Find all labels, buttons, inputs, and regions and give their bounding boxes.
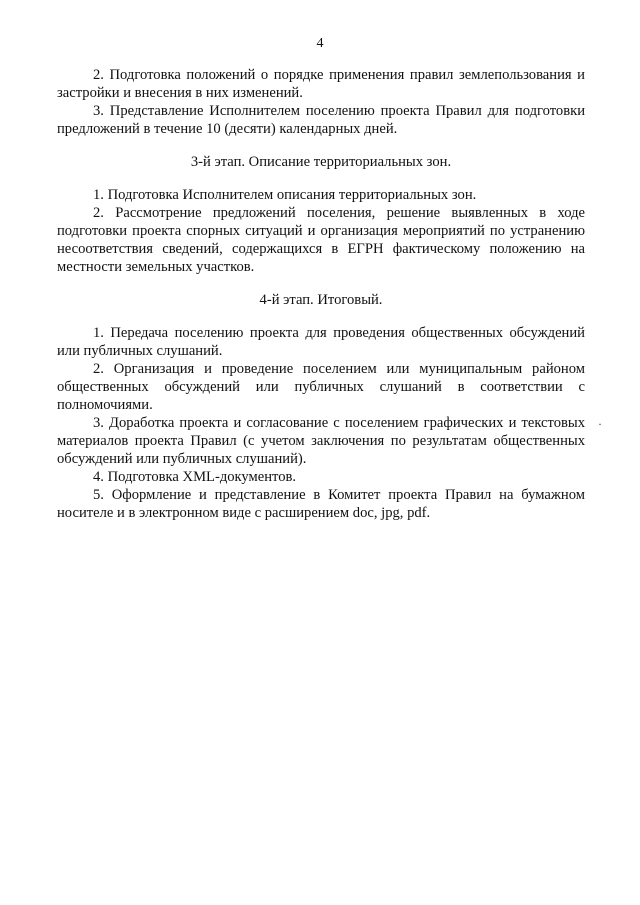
page-number: 4 [316,36,324,51]
stage4-item-5: 5. Оформление и представление в Комитет проекта Правил на бумажном носителе и в электронном виде с расширением doc, jpg, pdf. [57,487,585,521]
spacer [57,171,585,186]
stage2-item-3: 3. Представление Исполнителем поселению проекта Правил для подготовки предложений в течение 10 (десяти) календарных дней. [57,103,585,137]
document-body [57,66,585,522]
stage4-item-4: 4. Подготовка XML-документов. [93,469,297,485]
stage4-item-3: 3. Доработка проекта и согласование с поселением графических и текстовых материалов проекта Правил (с учетом заключения по результатам общественных обсуждений или публичных слушаний). [57,415,585,467]
spacer [57,309,585,324]
scan-speck-mark: · [598,417,602,431]
spacer [57,276,585,291]
stage4-item-1: 1. Передача поселению проекта для проведения общественных обсуждений или публичных слушаний. [57,325,585,359]
stage3-heading: 3-й этап. Описание территориальных зон. [190,154,452,170]
spacer [57,138,585,153]
stage3-item-1: 1. Подготовка Исполнителем описания территориальных зон. [93,187,477,203]
stage2-item-2: 2. Подготовка положений о порядке применения правил землепользования и застройки и внесения в них изменений. [57,67,585,101]
stage4-item-2: 2. Организация и проведение поселением или муниципальным районом общественных обсуждений или публичных слушаний в соответствии с полномочиями. [57,361,585,413]
stage4-heading: 4-й этап. Итоговый. [259,292,383,308]
stage3-item-2: 2. Рассмотрение предложений поселения, решение выявленных в ходе подготовки проекта спорных ситуаций и организация мероприятий по устранению несоответствия сведений, содержащихся в ЕГРН фактическому положению на местности земельных участков. [57,205,585,275]
